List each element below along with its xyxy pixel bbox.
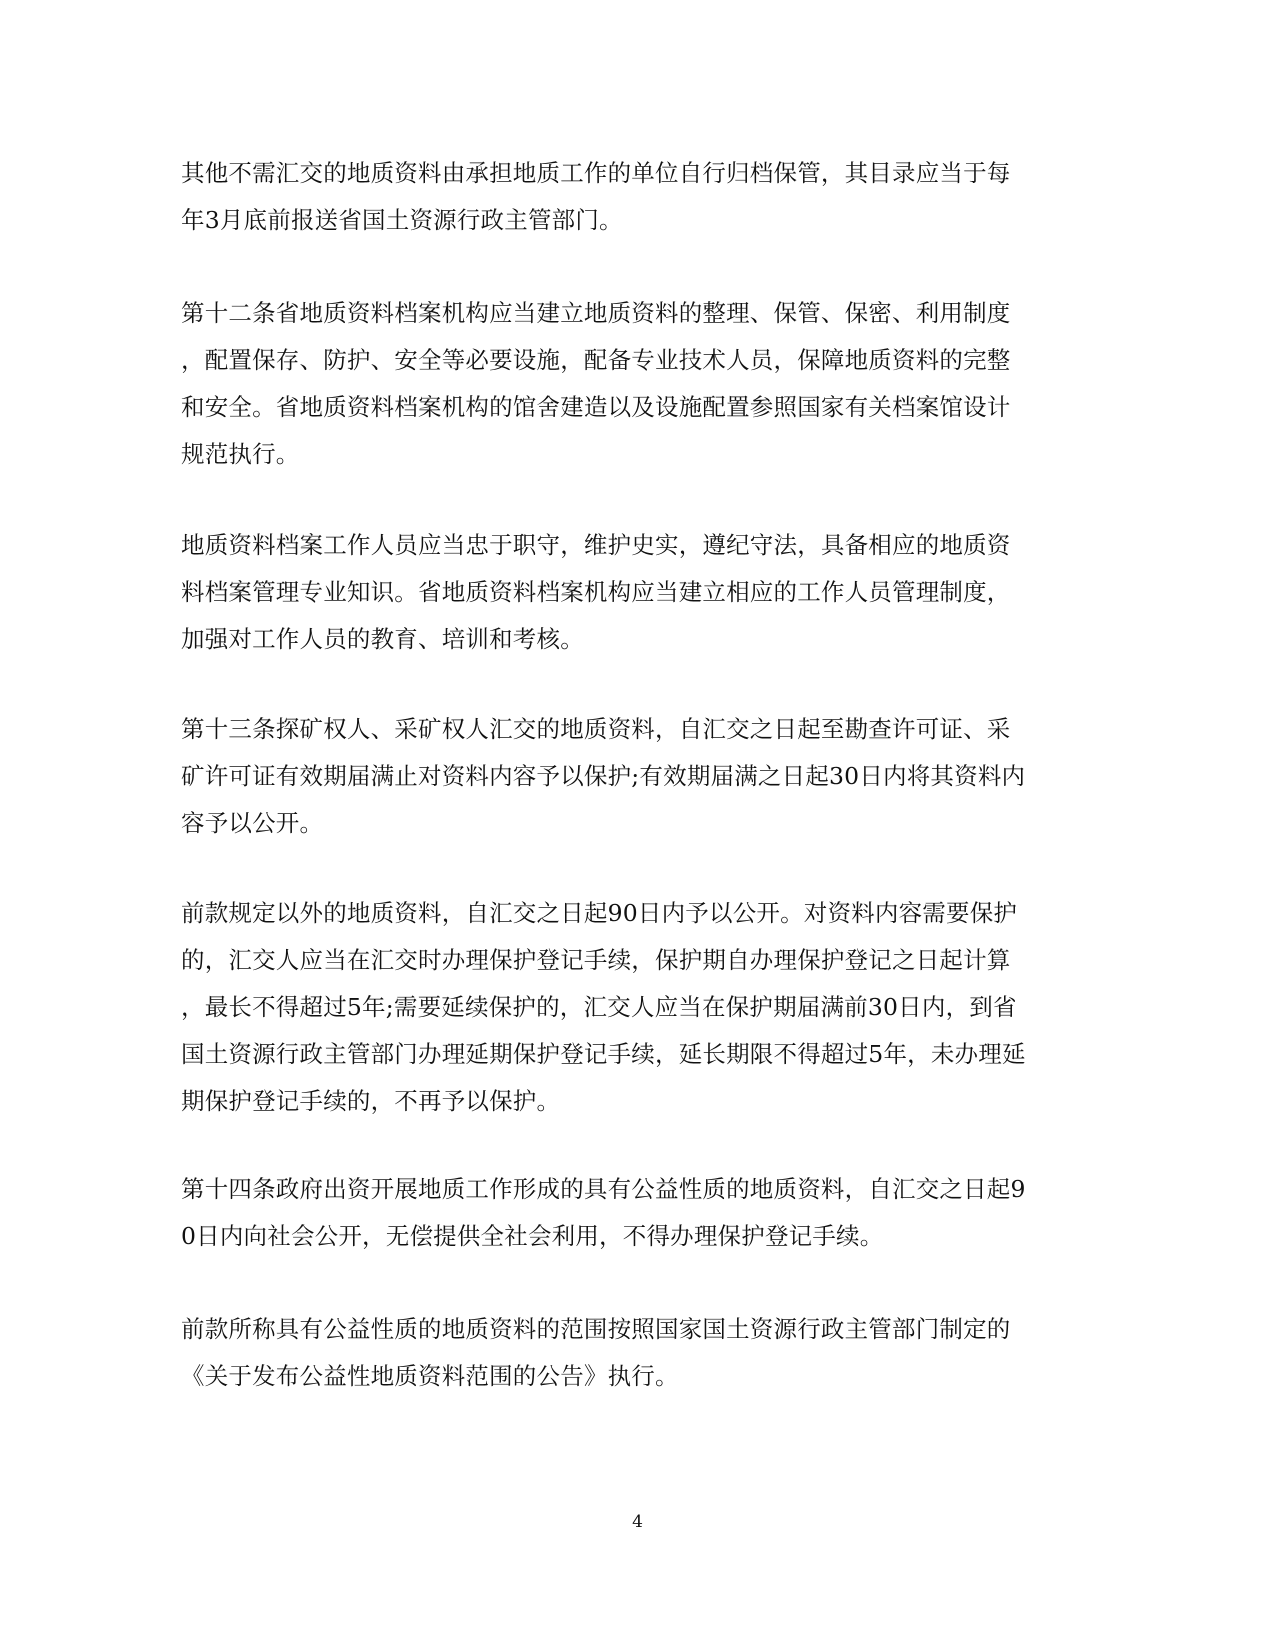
text-line: 前款规定以外的地质资料，自汇交之日起90日内予以公开。对资料内容需要保护	[181, 899, 1018, 927]
text-line: 地质资料档案工作人员应当忠于职守，维护史实，遵纪守法，具备相应的地质资	[181, 531, 1011, 559]
paragraph-article-13	[181, 706, 1041, 847]
text-line: 期保护登记手续的，不再予以保护。	[181, 1087, 561, 1115]
paragraph-article-14	[181, 1166, 1041, 1260]
text-line: 前款所称具有公益性质的地质资料的范围按照国家国土资源行政主管部门制定的	[181, 1315, 1011, 1343]
text-line: 《关于发布公益性地质资料范围的公告》执行。	[181, 1362, 679, 1390]
text-line: 矿许可证有效期届满止对资料内容予以保护;有效期届满之日起30日内将其资料内	[181, 762, 1026, 790]
text-line: 的，汇交人应当在汇交时办理保护登记手续，保护期自办理保护登记之日起计算	[181, 946, 1011, 974]
paragraph-archive-catalog	[181, 150, 1041, 244]
page-number: 4	[632, 1512, 643, 1532]
text-line: 料档案管理专业知识。省地质资料档案机构应当建立相应的工作人员管理制度，	[181, 578, 1011, 606]
text-line: ，最长不得超过5年;需要延续保护的，汇交人应当在保护期届满前30日内，到省	[181, 993, 1017, 1021]
text-line: 规范执行。	[181, 440, 300, 468]
paragraph-protection-period	[181, 890, 1041, 1125]
text-line: 第十二条省地质资料档案机构应当建立地质资料的整理、保管、保密、利用制度	[181, 299, 1011, 327]
text-line: 年3月底前报送省国土资源行政主管部门。	[181, 206, 623, 234]
paragraph-public-welfare-scope	[181, 1306, 1041, 1400]
text-line: 和安全。省地质资料档案机构的馆舍建造以及设施配置参照国家有关档案馆设计	[181, 393, 1011, 421]
paragraph-article-12	[181, 290, 1041, 478]
text-line: 容予以公开。	[181, 809, 324, 837]
text-line: 0日内向社会公开，无偿提供全社会利用，不得办理保护登记手续。	[181, 1222, 884, 1250]
text-line: 国土资源行政主管部门办理延期保护登记手续，延长期限不得超过5年，未办理延	[181, 1040, 1026, 1068]
paragraph-archive-staff	[181, 522, 1041, 663]
text-line: 第十三条探矿权人、采矿权人汇交的地质资料，自汇交之日起至勘查许可证、采	[181, 715, 1011, 743]
text-line: 加强对工作人员的教育、培训和考核。	[181, 625, 584, 653]
text-line: 其他不需汇交的地质资料由承担地质工作的单位自行归档保管，其目录应当于每	[181, 159, 1011, 187]
text-line: ，配置保存、防护、安全等必要设施，配备专业技术人员，保障地质资料的完整	[181, 346, 1011, 374]
text-line: 第十四条政府出资开展地质工作形成的具有公益性质的地质资料，自汇交之日起9	[181, 1175, 1026, 1203]
